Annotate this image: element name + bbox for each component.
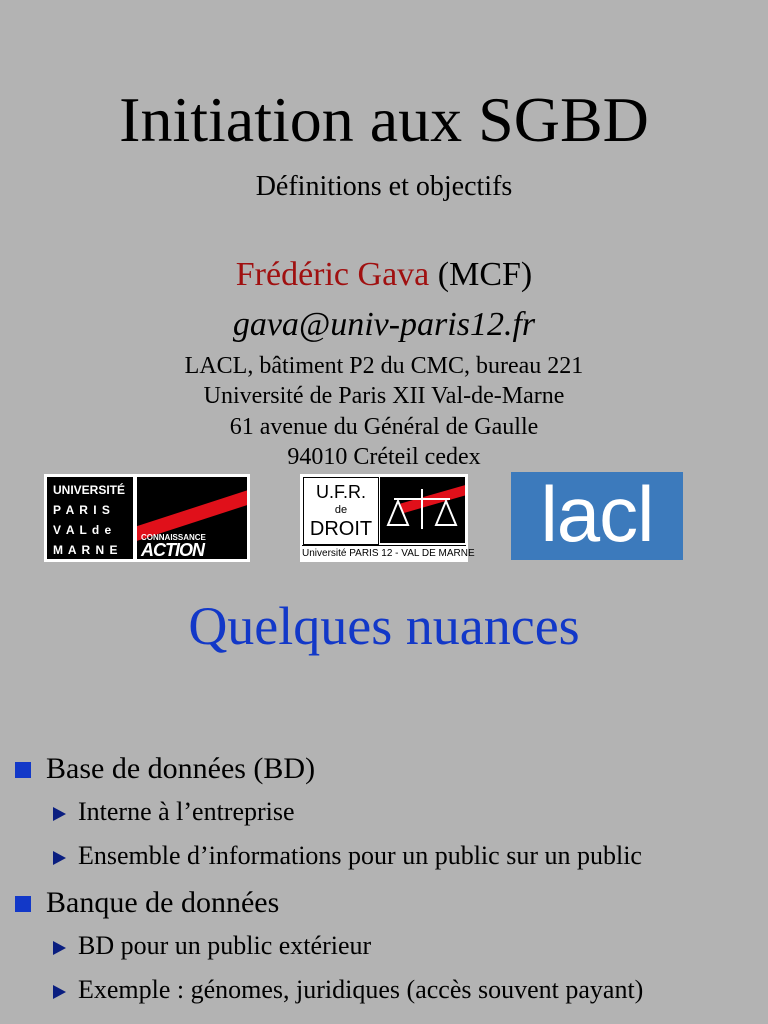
upvm-logo-line: P A R I S [53, 503, 111, 517]
ufr-wordmark [303, 477, 379, 545]
upvm-logo-line: V A L d e [53, 523, 113, 537]
bullet-item: Banque de données [46, 886, 280, 919]
author-email: gava@univ-paris12.fr [232, 306, 536, 343]
sub-bullet-item: Exemple : génomes, juridiques (accès souvent payant) [78, 975, 644, 1004]
address-line: 94010 Créteil cedex [287, 444, 481, 470]
triangle-bullet-icon [53, 851, 66, 865]
bullet-item: Base de données (BD) [46, 752, 316, 785]
sub-bullet-item: BD pour un public extérieur [78, 931, 372, 960]
connaissance-label: CONNAISSANCE [141, 533, 206, 542]
ufr-droit-label: DROIT [309, 518, 373, 540]
author-line [0, 254, 768, 296]
author-name: Frédéric Gava [235, 256, 430, 293]
lacl-logo [511, 472, 683, 560]
upvm-logo [44, 474, 250, 562]
connaissance-action-logo [137, 477, 247, 559]
scales-emblem [380, 477, 465, 543]
address-line: 61 avenue du Général de Gaulle [229, 414, 539, 440]
action-label: ACTION [141, 540, 204, 559]
triangle-bullet-icon [53, 807, 66, 821]
triangle-bullet-icon [53, 941, 66, 955]
scales-of-justice-icon [380, 477, 465, 543]
ufr-de-label: de [334, 504, 348, 516]
author-role: (MCF) [437, 256, 533, 293]
slide-title: Initiation aux SGBD [119, 84, 649, 155]
ufr-droit-logo [300, 474, 475, 562]
section-title: Quelques nuances [188, 596, 580, 656]
sub-bullet-item: Interne à l’entreprise [78, 797, 295, 826]
square-bullet-icon [15, 896, 31, 912]
address-line: Université de Paris XII Val-de-Marne [203, 383, 565, 409]
upvm-logo-line: M A R N E [53, 543, 119, 557]
sub-bullet-item: Ensemble d’informations pour un public sur un public [78, 841, 642, 870]
upvm-logo-wordmark [47, 477, 133, 559]
lacl-logo-text: lacl [540, 470, 654, 558]
slide-subtitle: Définitions et objectifs [255, 171, 513, 202]
square-bullet-icon [15, 762, 31, 778]
ufr-label: U.F.R. [315, 482, 366, 502]
ufr-footer-label: Université PARIS 12 - VAL DE MARNE [302, 545, 466, 561]
upvm-logo-line: UNIVERSITÉ [53, 483, 126, 497]
triangle-bullet-icon [53, 985, 66, 999]
address-line: LACL, bâtiment P2 du CMC, bureau 221 [184, 353, 584, 379]
